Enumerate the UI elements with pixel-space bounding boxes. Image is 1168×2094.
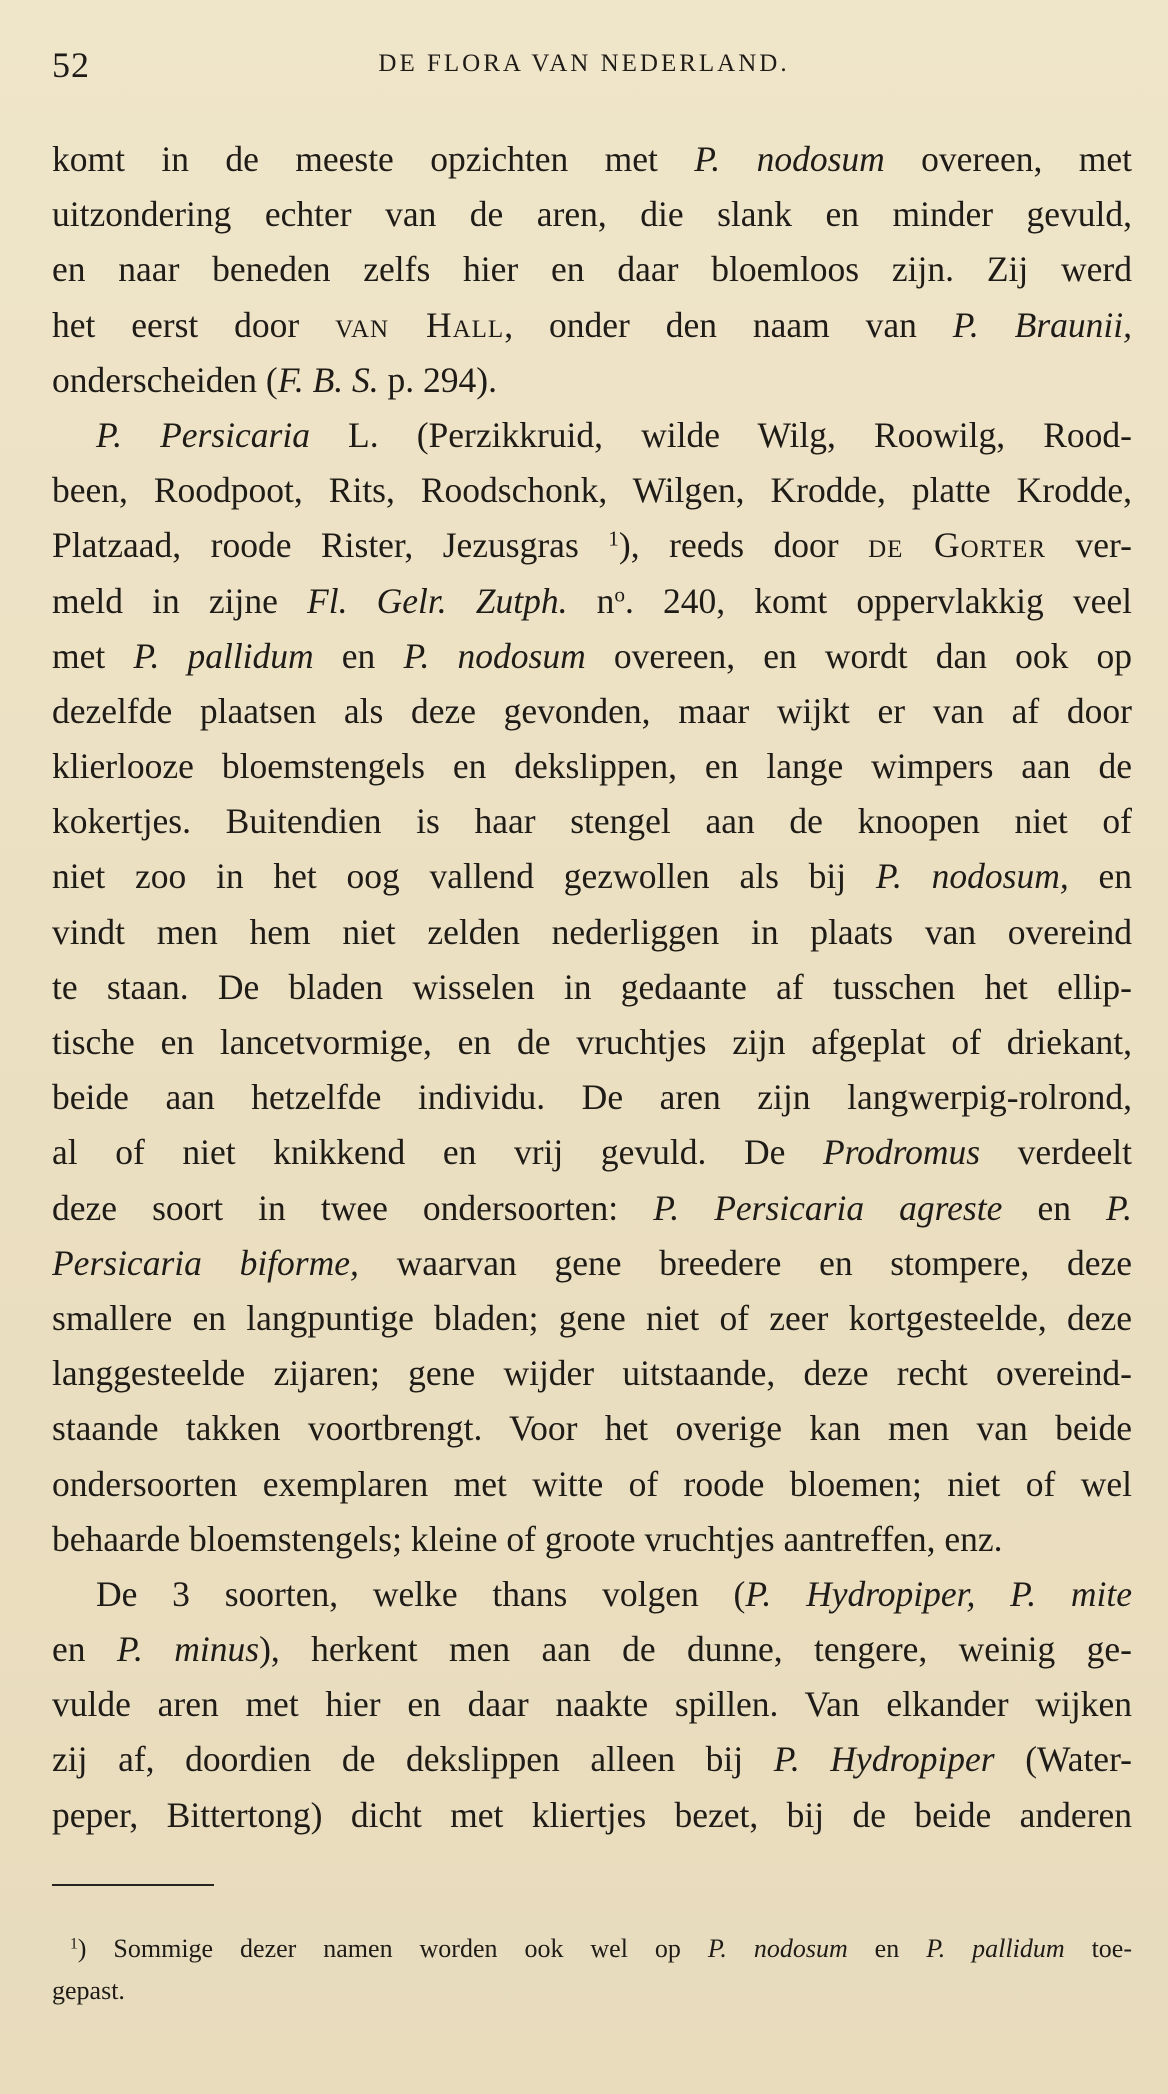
text-line [52,1236,1132,1291]
text-span: ), reeds door [618,525,869,566]
text-span: langgesteelde zijaren; gene wijder uitstaande, deze recht overeind- [52,1353,1132,1394]
page-header [52,44,1116,84]
italic-span: P. pallidum [133,635,314,676]
text-span: verdeelt [980,1132,1132,1173]
text-span: , onder den naam van [504,304,953,345]
italic-span: P. pallidum [926,1934,1065,1963]
text-span: en [847,1934,927,1963]
text-span: been, Roodpoot, Rits, Roodschonk, Wilgen, Krodde, platte Krodde, [52,470,1132,511]
text-line [52,518,1132,573]
italic-span: P. nodosum, [875,856,1069,897]
page-number: 52 [52,45,90,85]
text-line [52,242,1132,297]
body-text [52,132,1132,1843]
text-span: (Water- [994,1739,1132,1780]
text-line [52,794,1132,849]
text-span: L. (Perzikkruid, wilde Wilg, Roowilg, Rood- [309,414,1132,455]
text-span: tische en lancetvormige, en de vruchtjes zijn afgeplat of driekant, [52,1022,1132,1062]
text-line [52,960,1132,1015]
text-line [52,408,1132,463]
text-line [52,849,1132,904]
text-span: . 240, komt oppervlakkig veel [625,580,1132,621]
italic-span: P. mite [1010,1573,1132,1614]
text-line [52,574,1132,629]
text-span: met [52,635,134,676]
text-line [52,1457,1132,1512]
footnote [52,1928,1132,2012]
text-span: smallere en langpuntige bladen; gene niet of zeer kortgesteelde, deze [52,1297,1132,1338]
text-line [52,1622,1132,1677]
text-line [52,1401,1132,1456]
text-span: meld in zijne [52,580,308,621]
text-line [52,1512,1132,1567]
text-line [52,684,1132,739]
italic-span: Persicaria biforme, [52,1242,359,1283]
text-span: staande takken voortbrengt. Voor het overige kan men van beide [52,1408,1132,1449]
text-span: uitzondering echter van de aren, die slank en minder gevuld, [52,194,1132,235]
text-line [52,298,1132,353]
text-span: overeen, en wordt dan ook op [585,635,1132,676]
text-line [52,1291,1132,1346]
text-span: vulde aren met hier en daar naakte spillen. Van elkander wijken [52,1684,1132,1725]
text-line [52,1125,1132,1180]
text-span: waarvan gene breedere en stompere, deze [358,1242,1132,1283]
text-line [52,905,1132,960]
italic-span: P. minus [116,1629,260,1670]
italic-span: F. B. S. [277,359,379,400]
text-span: ), herkent men aan de dunne, tengere, weinig ge- [259,1629,1132,1670]
text-span: onderscheiden ( [52,359,278,400]
italic-span: P. Persicaria agreste [653,1187,1003,1228]
footnote-line [52,1970,1132,2012]
text-span: vindt men hem niet zelden nederliggen in plaats van overeind [52,911,1132,952]
text-span: toe- [1064,1934,1132,1963]
text-line [52,739,1132,794]
italic-span: P. Braunii, [952,304,1132,345]
text-span: dezelfde plaatsen als deze gevonden, maar wijkt er van af door [52,690,1132,731]
text-span: en [1068,856,1132,897]
italic-span: P. Hydropiper [773,1739,995,1780]
text-span: peper, Bittertong) dicht met kliertjes bezet, bij de beide anderen [52,1794,1132,1835]
text-span: De 3 soorten, welke thans volgen ( [96,1573,746,1614]
footnote-line [52,1928,1132,1970]
text-span: te staan. De bladen wisselen in gedaante af tusschen het ellip- [52,966,1132,1007]
text-line [52,629,1132,684]
text-line [52,1181,1132,1236]
italic-span: P. Persicaria [96,414,310,455]
text-span: gepast. [52,1976,125,2005]
text-line [52,1015,1132,1070]
text-line [52,1346,1132,1401]
running-title: DE FLORA VAN NEDERLAND. [378,50,790,77]
text-span: het eerst door [52,304,336,345]
text-span: en [52,1629,117,1670]
text-span: n [567,580,615,621]
italic-span: P. nodosum [707,1934,848,1963]
text-span: overeen, met [884,139,1132,179]
superscript: o [614,581,626,606]
text-span: ondersoorten exemplaren met witte of roode bloemen; niet of wel [52,1463,1132,1504]
footnote-divider [52,1884,214,1886]
text-span: klierlooze bloemstengels en dekslippen, en lange wimpers aan de [52,746,1132,787]
text-line [52,353,1132,408]
text-line [52,1677,1132,1732]
text-span: p. 294). [378,359,497,400]
text-span: beide aan hetzelfde individu. De aren zijn langwerpig-rolrond, [52,1077,1132,1118]
text-span: deze soort in twee ondersoorten: [52,1187,654,1228]
italic-span: P. [1106,1187,1132,1228]
text-span: ) Sommige dezer namen worden ook wel op [77,1934,708,1963]
text-line [52,1788,1132,1843]
text-span: en naar beneden zelfs hier en daar bloemloos zijn. Zij werd [52,249,1132,290]
italic-span: P. Hydropiper, [745,1573,976,1614]
text-line [52,187,1132,242]
text-span: zij af, doordien de dekslippen alleen bij [52,1739,774,1780]
superscript: 1 [608,526,619,551]
small-caps-span: de Gorter [868,525,1047,566]
text-span: komt in de meeste opzichten met [52,139,695,179]
superscript: 1 [70,1935,78,1953]
text-span [975,1574,1010,1614]
italic-span: Fl. Gelr. Zutph. [307,580,568,621]
text-line [52,1732,1132,1787]
text-line [52,1567,1132,1622]
text-line [52,1070,1132,1125]
text-span: niet zoo in het oog vallend gezwollen als bij [52,856,876,897]
text-line [52,463,1132,518]
italic-span: P. nodosum [403,635,586,676]
small-caps-span: van Hall [335,304,505,345]
text-span: en [1002,1187,1107,1228]
text-span: behaarde bloemstengels; kleine of groote vruchtjes aantreffen, enz. [52,1518,1003,1559]
italic-span: Prodromus [822,1132,981,1173]
text-span: Platzaad, roode Rister, Jezusgras [52,525,609,566]
text-span: al of niet knikkend en vrij gevuld. De [52,1132,823,1173]
text-line [52,132,1132,187]
text-span: ver- [1046,525,1132,566]
italic-span: P. nodosum [694,139,885,179]
text-span: en [313,635,404,676]
text-span: kokertjes. Buitendien is haar stengel aan de knoopen niet of [52,801,1132,842]
